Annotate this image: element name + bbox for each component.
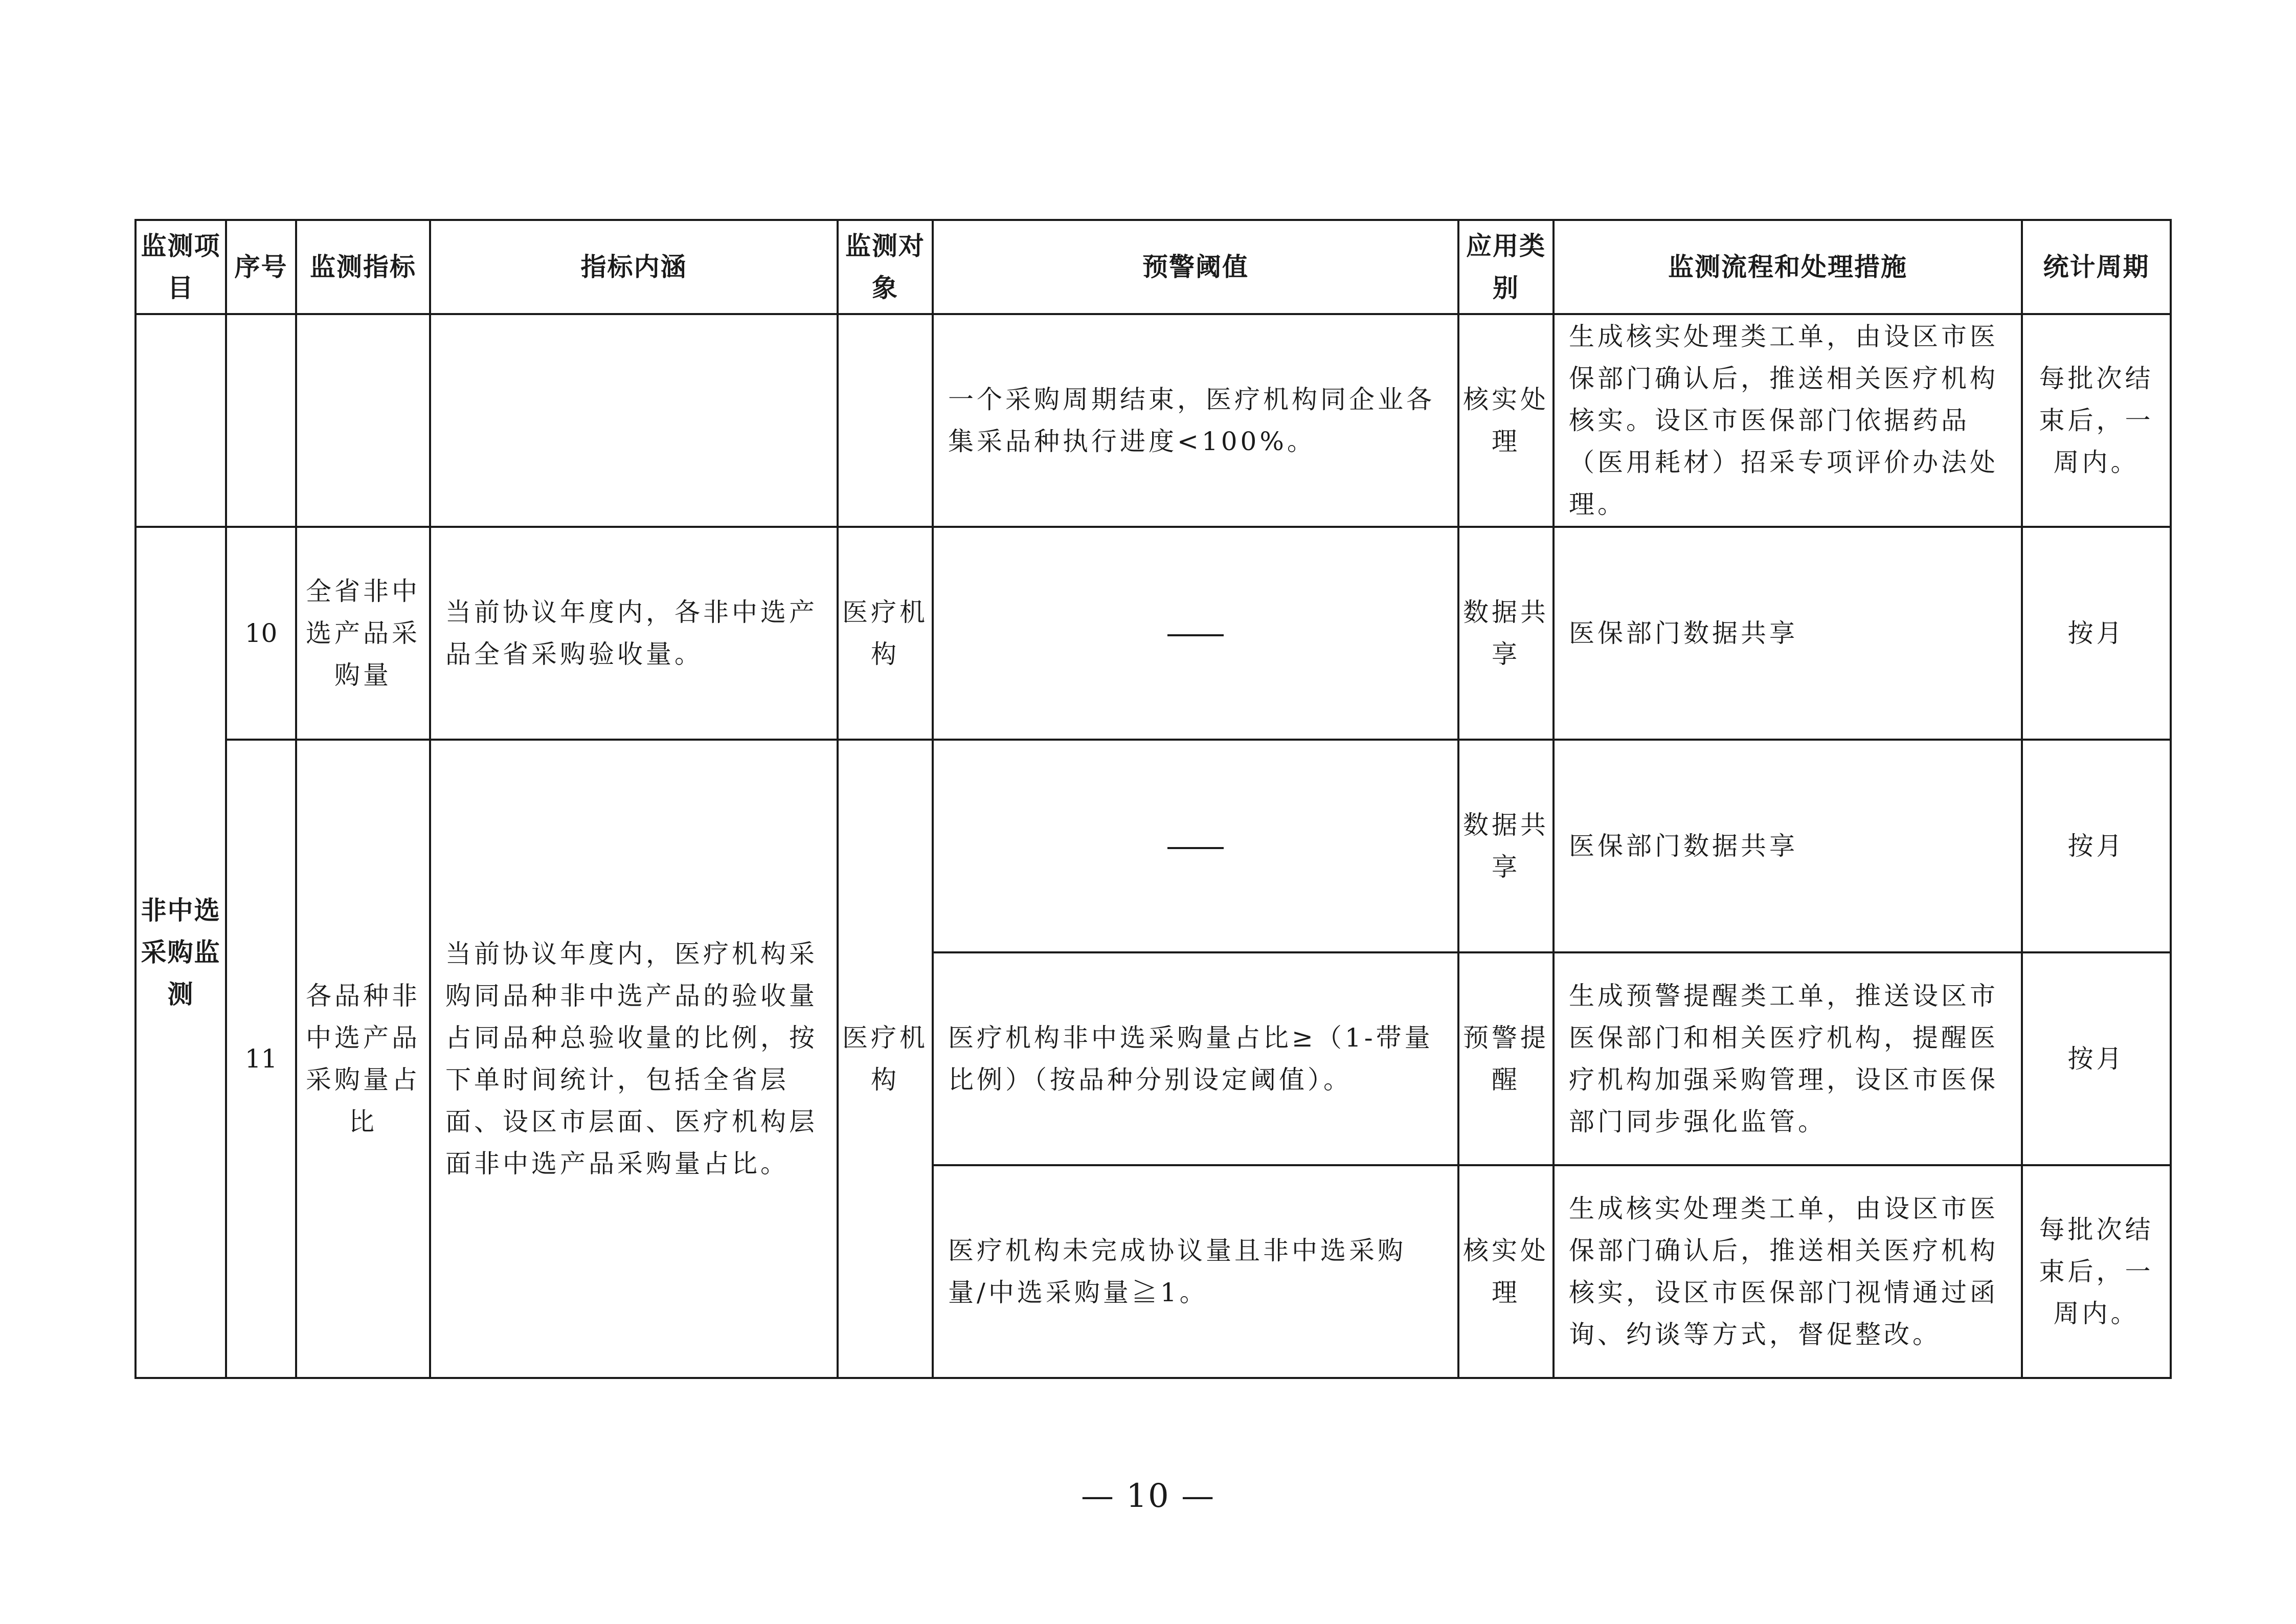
table-row-11a xyxy=(136,740,2171,952)
header-row xyxy=(136,220,2171,314)
header-category: 应用类别 xyxy=(1458,220,1554,314)
cell-category: 数据共享 xyxy=(1458,527,1554,740)
cell-empty xyxy=(296,314,430,527)
cell-period: 每批次结束后，一周内。 xyxy=(2022,1165,2171,1378)
cell-indicator: 全省非中选产品采购量 xyxy=(296,527,430,740)
cell-threshold: 医疗机构非中选采购量占比≥（1-带量比例）（按品种分别设定阈值）。 xyxy=(933,952,1458,1165)
cell-threshold-empty xyxy=(933,740,1458,952)
header-item: 监测项目 xyxy=(136,220,226,314)
header-threshold: 预警阈值 xyxy=(933,220,1458,314)
cell-threshold: 医疗机构未完成协议量且非中选采购量/中选采购量≧1。 xyxy=(933,1165,1458,1378)
cell-period: 每批次结束后，一周内。 xyxy=(2022,314,2171,527)
cell-category: 数据共享 xyxy=(1458,740,1554,952)
monitoring-table xyxy=(134,219,2172,1379)
cell-empty xyxy=(136,314,226,527)
table-row-10 xyxy=(136,527,2171,740)
group-label: 非中选采购监测 xyxy=(136,527,226,1378)
cell-object: 医疗机构 xyxy=(838,740,933,1378)
cell-period: 按月 xyxy=(2022,952,2171,1165)
cell-seq: 11 xyxy=(226,740,296,1378)
dash-mark xyxy=(1167,847,1224,849)
page-number: — 10 — xyxy=(1081,1477,1215,1515)
header-object: 监测对象 xyxy=(838,220,933,314)
cell-empty xyxy=(226,314,296,527)
cell-process: 生成预警提醒类工单，推送设区市医保部门和相关医疗机构，提醒医疗机构加强采购管理，设区市医保部门同步强化监管。 xyxy=(1554,952,2022,1165)
header-indicator: 监测指标 xyxy=(296,220,430,314)
table-row-continued xyxy=(136,314,2171,527)
cell-category: 核实处理 xyxy=(1458,314,1554,527)
cell-period: 按月 xyxy=(2022,527,2171,740)
cell-meaning: 当前协议年度内，医疗机构采购同品种非中选产品的验收量占同品种总验收量的比例，按下单时间统计，包括全省层面、设区市层面、医疗机构层面非中选产品采购量占比。 xyxy=(430,740,838,1378)
dash-mark xyxy=(1167,634,1224,636)
cell-threshold: 一个采购周期结束，医疗机构同企业各集采品种执行进度<100%。 xyxy=(933,314,1458,527)
cell-process: 医保部门数据共享 xyxy=(1554,740,2022,952)
cell-seq: 10 xyxy=(226,527,296,740)
cell-threshold-empty xyxy=(933,527,1458,740)
header-seq: 序号 xyxy=(226,220,296,314)
cell-category: 核实处理 xyxy=(1458,1165,1554,1378)
header-process: 监测流程和处理措施 xyxy=(1554,220,2022,314)
cell-empty xyxy=(430,314,838,527)
cell-process: 医保部门数据共享 xyxy=(1554,527,2022,740)
cell-process: 生成核实处理类工单，由设区市医保部门确认后，推送相关医疗机构核实。设区市医保部门依据药品（医用耗材）招采专项评价办法处理。 xyxy=(1554,314,2022,527)
cell-period: 按月 xyxy=(2022,740,2171,952)
header-period: 统计周期 xyxy=(2022,220,2171,314)
header-meaning: 指标内涵 xyxy=(430,220,838,314)
cell-object: 医疗机构 xyxy=(838,527,933,740)
cell-meaning: 当前协议年度内，各非中选产品全省采购验收量。 xyxy=(430,527,838,740)
cell-empty xyxy=(838,314,933,527)
cell-category: 预警提醒 xyxy=(1458,952,1554,1165)
cell-indicator: 各品种非中选产品采购量占比 xyxy=(296,740,430,1378)
cell-process: 生成核实处理类工单，由设区市医保部门确认后，推送相关医疗机构核实，设区市医保部门视情通过函询、约谈等方式，督促整改。 xyxy=(1554,1165,2022,1378)
